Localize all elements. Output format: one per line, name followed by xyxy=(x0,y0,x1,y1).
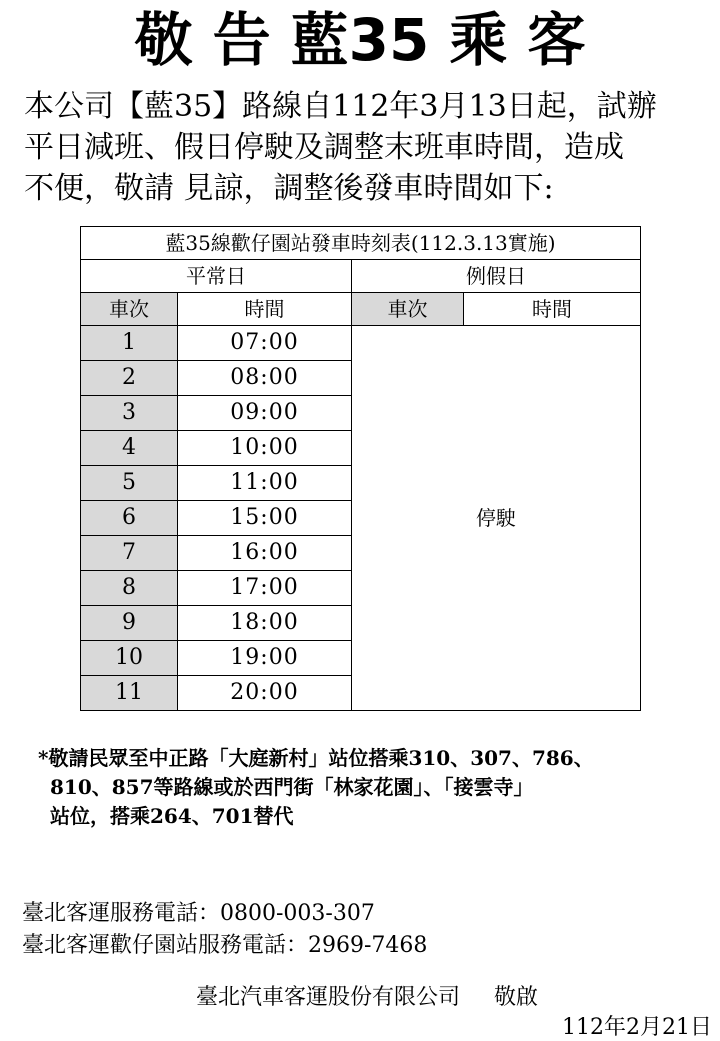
departure-time: 18:00 xyxy=(178,606,352,641)
alternative-route-note xyxy=(38,744,698,831)
weekday-col-time: 時間 xyxy=(178,293,352,326)
trip-number: 3 xyxy=(81,396,178,431)
departure-time: 16:00 xyxy=(178,536,352,571)
trip-number: 11 xyxy=(81,676,178,711)
note-line: *敬請民眾至中正路「大庭新村」站位搭乘310、307、786、 xyxy=(38,746,594,770)
closing-text: 敬啟 xyxy=(494,985,539,1010)
departure-time: 20:00 xyxy=(178,676,352,711)
trip-number: 1 xyxy=(81,326,178,361)
departure-time: 19:00 xyxy=(178,641,352,676)
signoff xyxy=(196,980,538,1011)
trip-number: 4 xyxy=(81,431,178,466)
departure-time: 07:00 xyxy=(178,326,352,361)
departure-time: 08:00 xyxy=(178,361,352,396)
trip-number: 6 xyxy=(81,501,178,536)
departure-time: 11:00 xyxy=(178,466,352,501)
note-line: 站位，搭乘264、701替代 xyxy=(50,804,294,828)
trip-number: 9 xyxy=(81,606,178,641)
departure-time: 15:00 xyxy=(178,501,352,536)
departure-time: 17:00 xyxy=(178,571,352,606)
service-phone: 臺北客運服務電話：0800-003-307 xyxy=(22,901,375,926)
intro-paragraph xyxy=(24,86,704,209)
title-char: 告 xyxy=(212,6,271,74)
title-char: 乘 xyxy=(449,6,508,74)
weekday-col-number: 車次 xyxy=(81,293,178,326)
trip-number: 2 xyxy=(81,361,178,396)
trip-number: 7 xyxy=(81,536,178,571)
title-char: 客 xyxy=(527,6,586,74)
trip-number: 8 xyxy=(81,571,178,606)
timetable xyxy=(80,226,641,711)
holiday-header: 例假日 xyxy=(352,260,641,293)
holiday-col-number: 車次 xyxy=(352,293,464,326)
table-row xyxy=(81,326,641,361)
departure-time: 10:00 xyxy=(178,431,352,466)
trip-number: 5 xyxy=(81,466,178,501)
holiday-col-time: 時間 xyxy=(464,293,641,326)
holiday-suspended-cell: 停駛 xyxy=(352,326,641,711)
company-name: 臺北汽車客運股份有限公司 xyxy=(196,985,461,1010)
notice-title xyxy=(0,4,720,76)
title-char: 敬 xyxy=(134,6,193,74)
notice-date: 112年2月21日 xyxy=(562,1015,712,1040)
timetable-caption: 藍35線歡仔園站發車時刻表(112.3.13實施) xyxy=(81,227,641,260)
trip-number: 10 xyxy=(81,641,178,676)
intro-line: 本公司【藍35】路線自112年3月13日起，試辦 xyxy=(24,89,657,124)
intro-line: 不便，敬請 見諒，調整後發車時間如下: xyxy=(24,171,554,206)
title-route: 藍35 xyxy=(290,6,430,74)
station-phone: 臺北客運歡仔園站服務電話：2969-7468 xyxy=(22,933,428,958)
intro-line: 平日減班、假日停駛及調整末班車時間，造成 xyxy=(24,130,624,165)
weekday-header: 平常日 xyxy=(81,260,352,293)
note-line: 810、857等路線或於西門街「林家花園」、「接雲寺」 xyxy=(50,775,534,799)
departure-time: 09:00 xyxy=(178,396,352,431)
